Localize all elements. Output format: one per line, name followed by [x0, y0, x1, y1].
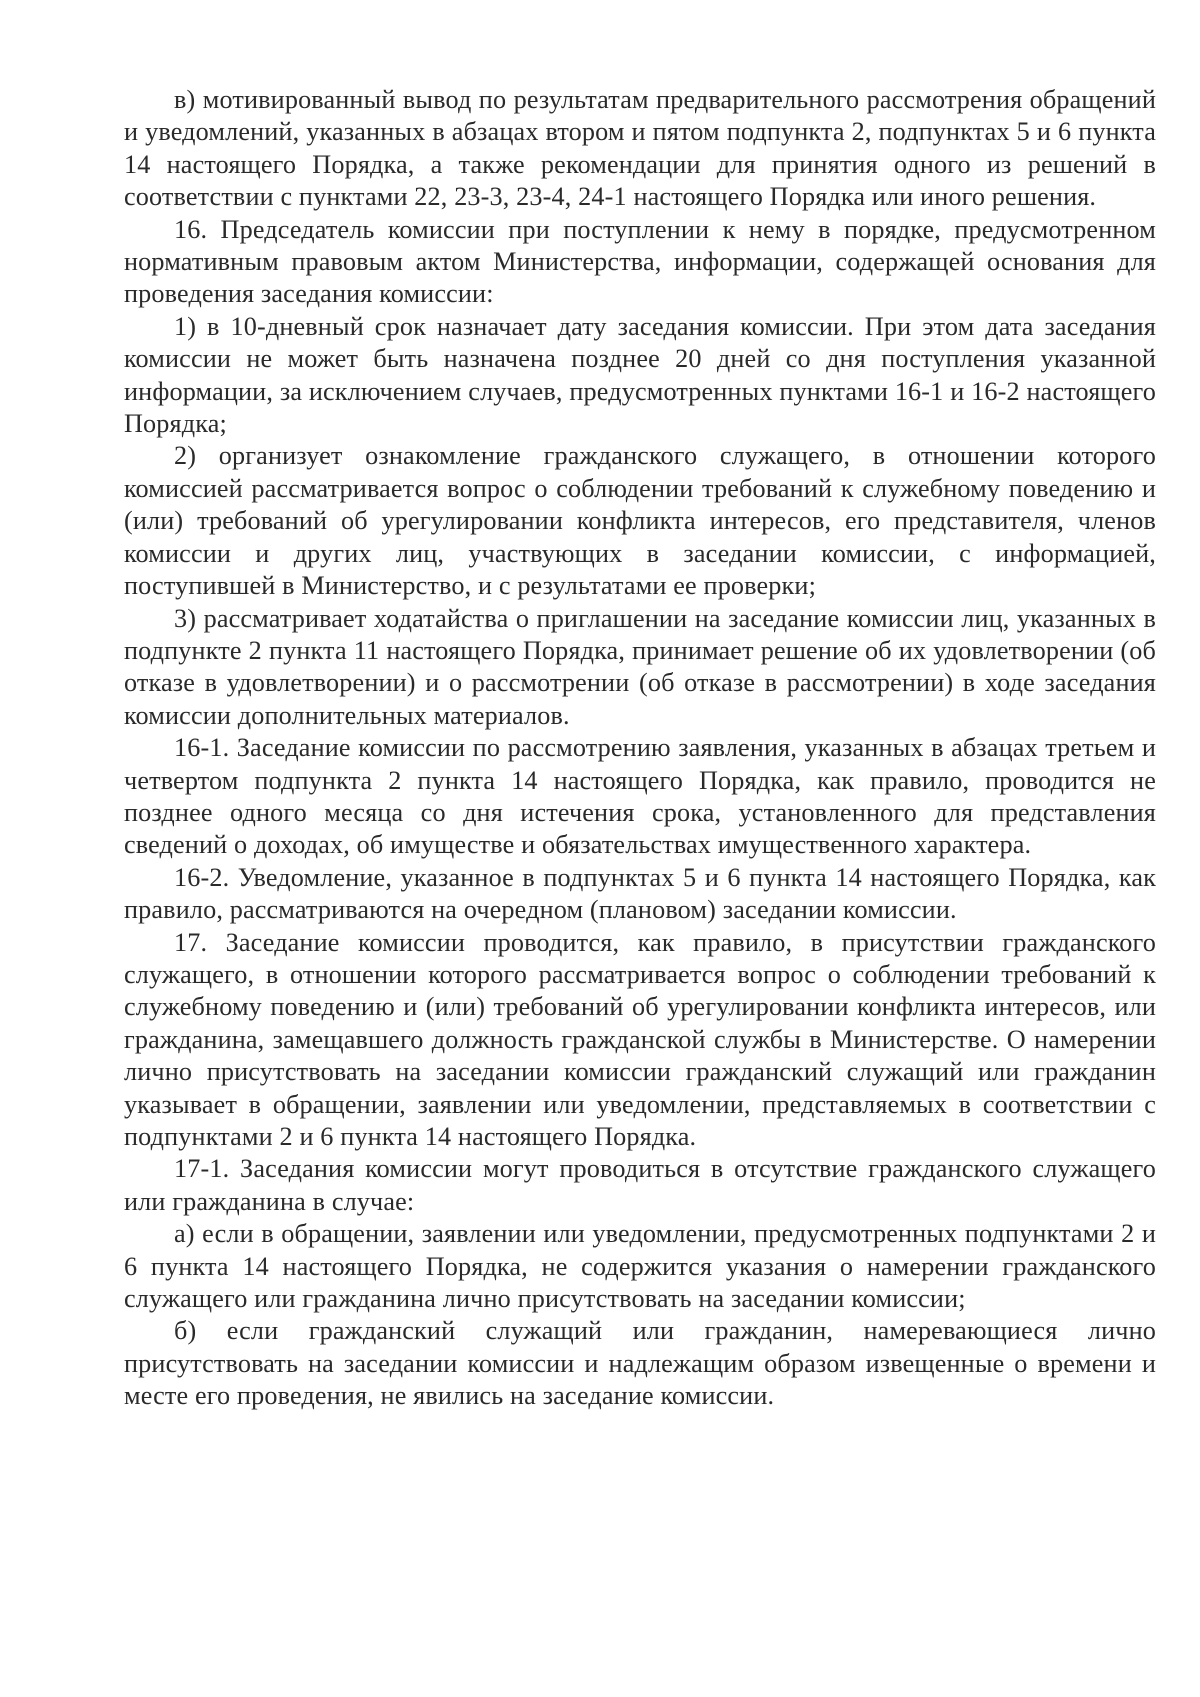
document-body — [124, 84, 1156, 1413]
paragraph-16-1: 16-1. Заседание комиссии по рассмотрению заявления, указанных в абзацах третьем и четвертом подпункта 2 пункта 14 настоящего Порядка, как правило, проводится не позднее одного месяца со дня истечения срока, установленного для представления сведений о доходах, об имуществе и обязательствах имущественного характера. — [124, 733, 1156, 860]
paragraph-16-item-2: 2) организует ознакомление гражданского служащего, в отношении которого комиссией рассматривается вопрос о соблюдении требований к служебному поведению и (или) требований об урегулировании конфликта интересов, его представителя, членов комиссии и других лиц, участвующих в заседании комиссии, с информацией, поступившей в Министерство, и с результатами ее проверки; — [124, 441, 1156, 601]
paragraph-16-item-1: 1) в 10-дневный срок назначает дату заседания комиссии. При этом дата заседания комиссии не может быть назначена позднее 20 дней со дня поступления указанной информации, за исключением случаев, предусмотренных пунктами 16-1 и 16-2 настоящего Порядка; — [124, 311, 1156, 439]
paragraph-17-1: 17-1. Заседания комиссии могут проводиться в отсутствие гражданского служащего или гражданина в случае: — [124, 1154, 1156, 1216]
paragraph-17-1-item-b: б) если гражданский служащий или гражданин, намеревающиеся лично присутствовать на заседании комиссии и надлежащим образом извещенные о времени и месте его проведения, не явились на заседание комиссии. — [124, 1316, 1156, 1411]
paragraph-16-item-3: 3) рассматривает ходатайства о приглашении на заседание комиссии лиц, указанных в подпункте 2 пункта 11 настоящего Порядка, принимает решение об их удовлетворении (об отказе в удовлетворении) и о рассмотрении (об отказе в рассмотрении) в ходе заседания комиссии дополнительных материалов. — [124, 603, 1156, 730]
paragraph-16-2: 16-2. Уведомление, указанное в подпунктах 5 и 6 пункта 14 настоящего Порядка, как правило, рассматриваются на очередном (плановом) заседании комиссии. — [124, 862, 1156, 925]
paragraph-16: 16. Председатель комиссии при поступлении к нему в порядке, предусмотренном нормативным правовым актом Министерства, информации, содержащей основания для проведения заседания комиссии: — [124, 214, 1156, 309]
paragraph-17: 17. Заседание комиссии проводится, как правило, в присутствии гражданского служащего, в отношении которого рассматривается вопрос о соблюдении требований к служебному поведению и (или) требований об урегулировании конфликта интересов, или гражданина, замещавшего должность гражданской службы в Министерстве. О намерении лично присутствовать на заседании комиссии гражданский служащий или гражданин указывает в обращении, заявлении или уведомлении, представляемых в соответствии с подпунктами 2 и 6 пункта 14 настоящего Порядка. — [124, 927, 1156, 1151]
paragraph-17-1-item-a: а) если в обращении, заявлении или уведомлении, предусмотренных подпунктами 2 и 6 пункта 14 настоящего Порядка, не содержится указания о намерении гражданского служащего или гражданина лично присутствовать на заседании комиссии; — [124, 1219, 1156, 1314]
paragraph-15-v: в) мотивированный вывод по результатам предварительного рассмотрения обращений и уведомлений, указанных в абзацах втором и пятом подпункта 2, подпунктах 5 и 6 пункта 14 настоящего Порядка, а также рекомендации для принятия одного из решений в соответствии с пунктами 22, 23-3, 23-4, 24-1 настоящего Порядка или иного решения. — [124, 85, 1156, 212]
